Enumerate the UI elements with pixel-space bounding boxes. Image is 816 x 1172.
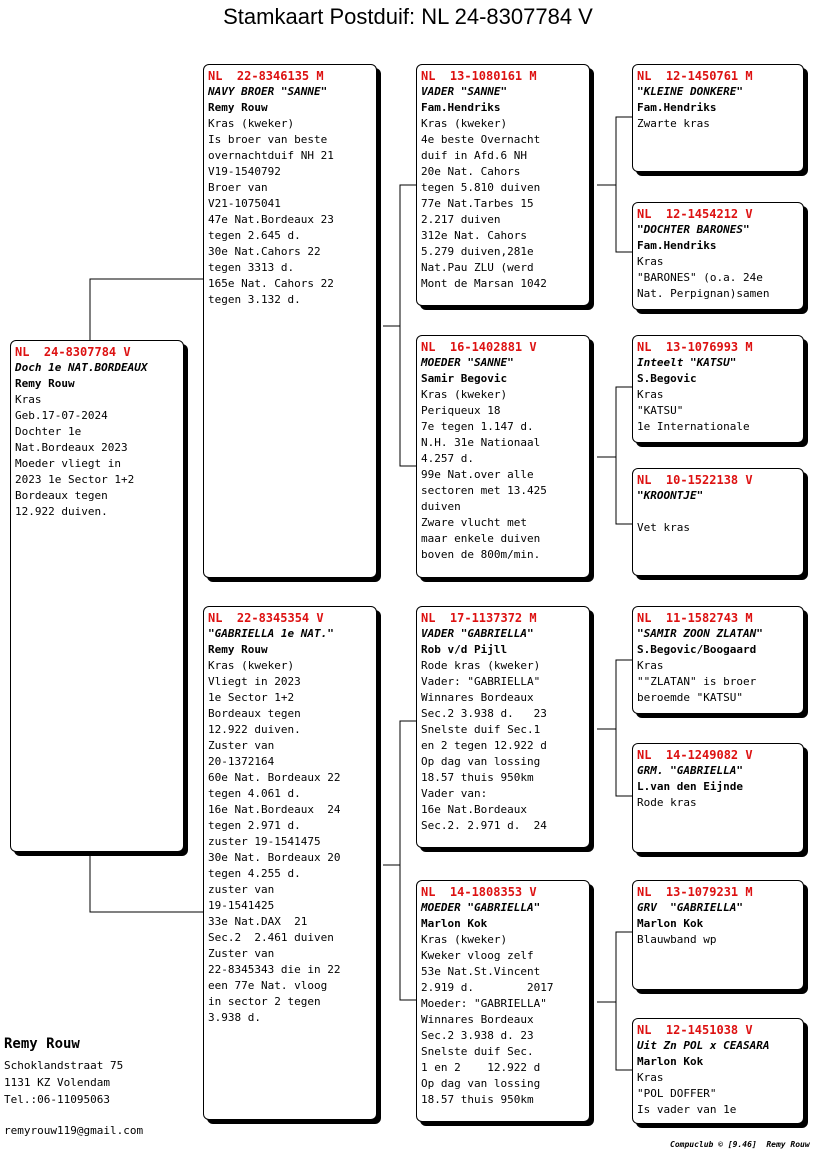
ring-number: NL 13-1080161 M bbox=[421, 69, 537, 83]
info-line: boven de 800m/min. bbox=[421, 548, 541, 561]
info-line: 312e Nat. Cahors bbox=[421, 229, 527, 242]
card-sire-of-mother bbox=[416, 606, 590, 848]
owner-street: Schoklandstraat 75 bbox=[4, 1059, 124, 1072]
info-line: Kras (kweker) bbox=[208, 117, 295, 130]
card-great-grandparent-ffm bbox=[632, 202, 804, 310]
card-great-grandparent-mff bbox=[632, 606, 804, 714]
info-line: 4.257 d. bbox=[421, 452, 474, 465]
info-line: 5.279 duiven,281e bbox=[421, 245, 534, 258]
info-line: Bordeaux tegen bbox=[15, 489, 108, 502]
info-line: overnachtduif NH 21 bbox=[208, 149, 334, 162]
info-line: Is vader van 1e bbox=[637, 1103, 737, 1116]
info-line: Kras (kweker) bbox=[421, 117, 508, 130]
info-line: Kras bbox=[637, 388, 664, 401]
info-line: 20e Nat. Cahors bbox=[421, 165, 521, 178]
info-line: "BARONES" (o.a. 24e bbox=[637, 271, 763, 284]
info-line: tegen 4.255 d. bbox=[208, 867, 301, 880]
breeder-name: Remy Rouw bbox=[208, 643, 268, 656]
info-line: Kras (kweker) bbox=[421, 388, 508, 401]
info-line: 30e Nat. Bordeaux 20 bbox=[208, 851, 341, 864]
pigeon-name: "SAMIR ZOON ZLATAN" bbox=[637, 627, 763, 640]
info-line: 2.217 duiven bbox=[421, 213, 501, 226]
info-line: 2023 1e Sector 1+2 bbox=[15, 473, 135, 486]
ring-number: NL 12-1450761 M bbox=[637, 69, 753, 83]
info-line: 18.57 thuis 950km bbox=[421, 771, 534, 784]
info-line: Zuster van bbox=[208, 947, 275, 960]
connector-ff-parents bbox=[597, 117, 632, 252]
info-line: Periqueux 18 bbox=[421, 404, 501, 417]
info-line: 77e Nat.Tarbes 15 bbox=[421, 197, 534, 210]
info-line: 60e Nat. Bordeaux 22 bbox=[208, 771, 341, 784]
connector-mf-parents bbox=[597, 660, 632, 796]
breeder-name: Fam.Hendriks bbox=[637, 101, 717, 114]
info-line: 16e Nat.Bordeaux bbox=[421, 803, 527, 816]
ring-number: NL 12-1451038 V bbox=[637, 1023, 753, 1037]
info-line: Vliegt in 2023 bbox=[208, 675, 301, 688]
info-line: Nat.Bordeaux 2023 bbox=[15, 441, 128, 454]
card-great-grandparent-fmf bbox=[632, 335, 804, 443]
info-line: Nat.Pau ZLU (werd bbox=[421, 261, 534, 274]
ring-number: NL 22-8346135 M bbox=[208, 69, 324, 83]
info-line: Rode kras bbox=[637, 796, 697, 809]
breeder-name: Remy Rouw bbox=[208, 101, 268, 114]
info-line: Geb.17-07-2024 bbox=[15, 409, 108, 422]
info-line: zuster 19-1541475 bbox=[208, 835, 321, 848]
info-line: 1e Internationale bbox=[637, 420, 750, 433]
ring-number: NL 22-8345354 V bbox=[208, 611, 324, 625]
info-line: Sec.2 3.938 d. 23 bbox=[421, 707, 547, 720]
info-line: Zwarte kras bbox=[637, 117, 710, 130]
card-great-grandparent-mmm bbox=[632, 1018, 804, 1124]
info-line: Kras bbox=[637, 255, 664, 268]
pigeon-name: Inteelt "KATSU" bbox=[637, 356, 737, 369]
card-dam-of-father bbox=[416, 335, 590, 578]
breeder-name: Samir Begovic bbox=[421, 372, 508, 385]
info-line: Mont de Marsan 1042 bbox=[421, 277, 547, 290]
ring-number: NL 24-8307784 V bbox=[15, 345, 131, 359]
breeder-name: Marlon Kok bbox=[421, 917, 488, 930]
breeder-name: Rob v/d Pijll bbox=[421, 643, 508, 656]
info-line: Is broer van beste bbox=[208, 133, 328, 146]
info-line: 22-8345343 die in 22 bbox=[208, 963, 341, 976]
info-line: Op dag van lossing bbox=[421, 755, 541, 768]
info-line: Nat. Perpignan)samen bbox=[637, 287, 770, 300]
info-line: tegen 4.061 d. bbox=[208, 787, 301, 800]
breeder-name: Fam.Hendriks bbox=[637, 239, 717, 252]
breeder-name bbox=[637, 504, 799, 520]
info-line: Winnares Bordeaux bbox=[421, 1013, 534, 1026]
info-line: Kweker vloog zelf bbox=[421, 949, 534, 962]
breeder-name: S.Begovic/Boogaard bbox=[637, 643, 757, 656]
connector-subject-father bbox=[90, 279, 203, 340]
info-line: Sec.2 2.461 duiven bbox=[208, 931, 334, 944]
info-line: "KATSU" bbox=[637, 404, 684, 417]
info-line: 19-1541425 bbox=[208, 899, 275, 912]
breeder-name: Fam.Hendriks bbox=[421, 101, 501, 114]
info-line: Dochter 1e bbox=[15, 425, 82, 438]
info-line: Blauwband wp bbox=[637, 933, 717, 946]
ring-number: NL 13-1079231 M bbox=[637, 885, 753, 899]
info-line: Winnares Bordeaux bbox=[421, 691, 534, 704]
connector-subject-mother bbox=[90, 852, 203, 912]
info-line: 4e beste Overnacht bbox=[421, 133, 541, 146]
ring-number: NL 17-1137372 M bbox=[421, 611, 537, 625]
ring-number: NL 12-1454212 V bbox=[637, 207, 753, 221]
info-line: "POL DOFFER" bbox=[637, 1087, 717, 1100]
info-line: tegen 5.810 duiven bbox=[421, 181, 541, 194]
info-line: tegen 3313 d. bbox=[208, 261, 295, 274]
ring-number: NL 14-1808353 V bbox=[421, 885, 537, 899]
info-line: Sec.2. 2.971 d. 24 bbox=[421, 819, 547, 832]
info-line: 53e Nat.St.Vincent bbox=[421, 965, 541, 978]
pigeon-name: "KROONTJE" bbox=[637, 489, 704, 502]
info-line: zuster van bbox=[208, 883, 275, 896]
card-dam-of-mother bbox=[416, 880, 590, 1122]
pigeon-name: "DOCHTER BARONES" bbox=[637, 223, 750, 236]
info-line: Snelste duif Sec.1 bbox=[421, 723, 541, 736]
card-subject bbox=[10, 340, 184, 852]
owner-phone: Tel.:06-11095063 bbox=[4, 1093, 110, 1106]
info-line: N.H. 31e Nationaal bbox=[421, 436, 541, 449]
info-line: tegen 3.132 d. bbox=[208, 293, 301, 306]
info-line: Kras (kweker) bbox=[421, 933, 508, 946]
info-line: 30e Nat.Cahors 22 bbox=[208, 245, 321, 258]
pigeon-name: VADER "SANNE" bbox=[421, 85, 508, 98]
pigeon-name: MOEDER "GABRIELLA" bbox=[421, 901, 541, 914]
ring-number: NL 10-1522138 V bbox=[637, 473, 753, 487]
info-line: Kras bbox=[637, 659, 664, 672]
info-line: sectoren met 13.425 bbox=[421, 484, 547, 497]
pigeon-name: GRV "GABRIELLA" bbox=[637, 901, 743, 914]
pigeon-name: "KLEINE DONKERE" bbox=[637, 85, 743, 98]
ring-number: NL 14-1249082 V bbox=[637, 748, 753, 762]
info-line: een 77e Nat. vloog bbox=[208, 979, 328, 992]
info-line: Kras bbox=[15, 393, 42, 406]
breeder-name: Marlon Kok bbox=[637, 1055, 704, 1068]
info-line: tegen 2.645 d. bbox=[208, 229, 301, 242]
info-line: Op dag van lossing bbox=[421, 1077, 541, 1090]
info-line: tegen 2.971 d. bbox=[208, 819, 301, 832]
card-father bbox=[203, 64, 377, 578]
ring-number: NL 11-1582743 M bbox=[637, 611, 753, 625]
info-line: Kras bbox=[637, 1071, 664, 1084]
owner-name: Remy Rouw bbox=[4, 1036, 80, 1052]
info-line: duiven bbox=[421, 500, 461, 513]
pigeon-name: VADER "GABRIELLA" bbox=[421, 627, 534, 640]
info-line: Zuster van bbox=[208, 739, 275, 752]
info-line: V21-1075041 bbox=[208, 197, 281, 210]
pigeon-name: GRM. "GABRIELLA" bbox=[637, 764, 743, 777]
info-line: Sec.2 3.938 d. 23 bbox=[421, 1029, 534, 1042]
info-line: Zware vlucht met bbox=[421, 516, 527, 529]
pigeon-name: NAVY BROER "SANNE" bbox=[208, 85, 328, 98]
card-mother bbox=[203, 606, 377, 1120]
owner-city: 1131 KZ Volendam bbox=[4, 1076, 110, 1089]
card-great-grandparent-mfm bbox=[632, 743, 804, 853]
breeder-name: L.van den Eijnde bbox=[637, 780, 743, 793]
card-sire-of-father bbox=[416, 64, 590, 306]
info-line: V19-1540792 bbox=[208, 165, 281, 178]
info-line: 12.922 duiven. bbox=[208, 723, 301, 736]
page-title: Stamkaart Postduif: NL 24-8307784 V bbox=[223, 4, 593, 29]
info-line: 16e Nat.Bordeaux 24 bbox=[208, 803, 341, 816]
connector-mother-grandparents bbox=[383, 721, 416, 1000]
info-line: Snelste duif Sec. bbox=[421, 1045, 534, 1058]
ring-number: NL 16-1402881 V bbox=[421, 340, 537, 354]
info-line: Moeder: "GABRIELLA" bbox=[421, 997, 547, 1010]
info-line: 1 en 2 12.922 d bbox=[421, 1061, 541, 1074]
info-line: Broer van bbox=[208, 181, 268, 194]
info-line: 12.922 duiven. bbox=[15, 505, 108, 518]
breeder-name: Marlon Kok bbox=[637, 917, 704, 930]
pigeon-name: MOEDER "SANNE" bbox=[421, 356, 514, 369]
info-line: Moeder vliegt in bbox=[15, 457, 121, 470]
info-line: maar enkele duiven bbox=[421, 532, 541, 545]
ring-number: NL 13-1076993 M bbox=[637, 340, 753, 354]
info-line: 2.919 d. 2017 bbox=[421, 981, 554, 994]
pigeon-name: Doch 1e NAT.BORDEAUX bbox=[15, 361, 148, 374]
info-line: 33e Nat.DAX 21 bbox=[208, 915, 308, 928]
info-line: en 2 tegen 12.922 d bbox=[421, 739, 547, 752]
info-line: Vader: "GABRIELLA" bbox=[421, 675, 541, 688]
info-line: Vader van: bbox=[421, 787, 488, 800]
info-line: Vet kras bbox=[637, 521, 690, 534]
info-line: 47e Nat.Bordeaux 23 bbox=[208, 213, 334, 226]
info-line: 165e Nat. Cahors 22 bbox=[208, 277, 334, 290]
card-great-grandparent-mmf bbox=[632, 880, 804, 990]
footer-credit: Compuclub © [9.46] Remy Rouw bbox=[670, 1140, 810, 1149]
info-line: 1e Sector 1+2 bbox=[208, 691, 295, 704]
breeder-name: Remy Rouw bbox=[15, 377, 75, 390]
pigeon-name: Uit Zn POL x CEASARA bbox=[637, 1039, 770, 1052]
info-line: 20-1372164 bbox=[208, 755, 275, 768]
info-line: 3.938 d. bbox=[208, 1011, 261, 1024]
info-line: duif in Afd.6 NH bbox=[421, 149, 527, 162]
pigeon-name: "GABRIELLA 1e NAT." bbox=[208, 627, 334, 640]
card-great-grandparent-fff bbox=[632, 64, 804, 172]
info-line: ""ZLATAN" is broer bbox=[637, 675, 757, 688]
breeder-name: S.Begovic bbox=[637, 372, 697, 385]
connector-mm-parents bbox=[597, 932, 632, 1070]
info-line: 7e tegen 1.147 d. bbox=[421, 420, 534, 433]
owner-email: remyrouw119@gmail.com bbox=[4, 1124, 144, 1137]
info-line: Bordeaux tegen bbox=[208, 707, 301, 720]
info-line: beroemde "KATSU" bbox=[637, 691, 743, 704]
info-line: Kras (kweker) bbox=[208, 659, 295, 672]
info-line: 99e Nat.over alle bbox=[421, 468, 534, 481]
info-line: Rode kras (kweker) bbox=[421, 659, 541, 672]
card-great-grandparent-fmm bbox=[632, 468, 804, 576]
info-line: in sector 2 tegen bbox=[208, 995, 321, 1008]
owner-address-block bbox=[4, 1035, 123, 1108]
connector-father-grandparents bbox=[383, 185, 416, 466]
connector-fm-parents bbox=[597, 387, 632, 524]
info-line: 18.57 thuis 950km bbox=[421, 1093, 534, 1106]
